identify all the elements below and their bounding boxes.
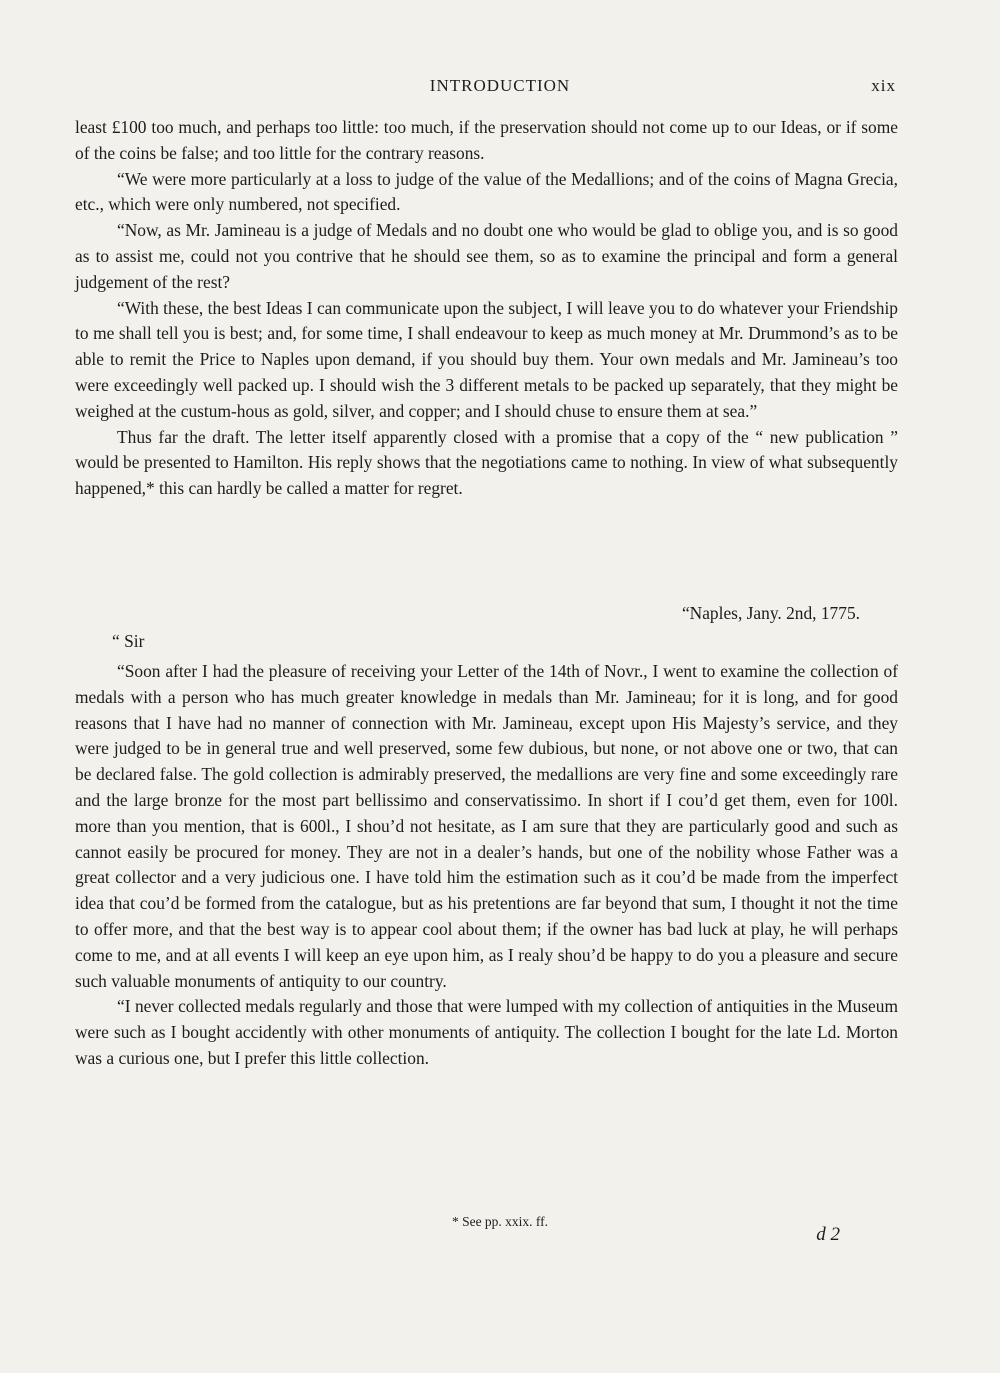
running-header (0, 76, 1000, 100)
page-number: xix (871, 76, 896, 95)
paragraph-ideas: “With these, the best Ideas I can communicate upon the subject, I will leave you to do whatever your Friendship to me shall tell you is best; and, for some time, I shall endeavour to keep as much money at Mr. Drummond’s as to be able to remit the Price to Naples upon demand, if you should buy them. Your own medals and Mr. Jamineau’s too were exceedingly well packed up. I should wish the 3 different metals to be packed up separately, that they might be weighed at the custum-hous as gold, silver, and copper; and I should chuse to ensure them at sea.” (75, 297, 898, 421)
paragraph-continuation: least £100 too much, and perhaps too little: too much, if the preservation should not come up to our Ideas, or if some of the coins be false; and too little for the contrary reasons. (75, 117, 898, 163)
paragraph-draft: Thus far the draft. The letter itself apparently closed with a promise that a copy of the “ new publication ” would be presented to Hamilton. His reply shows that the negotiations came to nothing. In view of what subsequently happened,* this can hardly be called a matter for regret. (75, 426, 898, 499)
footnote: * See pp. xxix. ff. (451, 1214, 549, 1229)
letter-salutation: “ Sir (112, 631, 145, 651)
paragraph-medallions: “We were more particularly at a loss to judge of the value of the Medallions; and of the coins of Magna Grecia, etc., which were only numbered, not specified. (75, 168, 898, 215)
letter-paragraph-soon-after: “Soon after I had the pleasure of receiving your Letter of the 14th of Novr., I went to examine the collection of medals with a person who has much greater knowledge in medals than Mr. Jamineau; for it is long, and for good reasons that I have had no manner of connection with Mr. Jamineau, except upon His Majesty’s service, and they were judged to be in general true and well preserved, some few dubious, but none, or not above one or two, that can be declared false. The gold collection is admirably preserved, the medallions are very fine and some exceedingly rare and the large bronze for the most part bellissimo and conservatissimo. In short if I cou’d get them, even for 100l. more than you mention, that is 600l., I shou’d not hesitate, as I am sure that they are particularly good and such as cannot easily be procured for money. They are not in a dealer’s hands, but one of the nobility whose Father was a great collector and a very judicious one. I have told him the estimation such as it cou’d be made from the imperfect idea that cou’d be formed from the catalogue, but as his pretentions are far beyond that sum, I thought it not the time to offer more, and that the best way is to appear cool about them; if the owner has bad luck at play, he will perhaps come to me, and at all events I will keep an eye upon him, as I realy shou’d be happy to do you a pleasure and secure such valuable monuments of antiquity to our country. (75, 661, 898, 991)
letter-dateline: “Naples, Jany. 2nd, 1775. (681, 603, 860, 623)
upper-body-text (75, 115, 898, 502)
signature-mark: d 2 (816, 1224, 840, 1245)
running-title: INTRODUCTION (429, 76, 571, 95)
letter-paragraph-never-collected: “I never collected medals regularly and those that were lumped with my collection of antiquities in the Museum were such as I bought accidently with other monuments of antiquity. The collection I bought for the late Ld. Morton was a curious one, but I prefer this little collection. (75, 996, 898, 1068)
paragraph-jamineau: “Now, as Mr. Jamineau is a judge of Medals and no doubt one who would be glad to oblige you, and is so good as to assist me, could not you contrive that he should see them, so as to examine the principal and form a general judgement of the rest? (75, 220, 898, 292)
letter-body-text (75, 659, 898, 1072)
